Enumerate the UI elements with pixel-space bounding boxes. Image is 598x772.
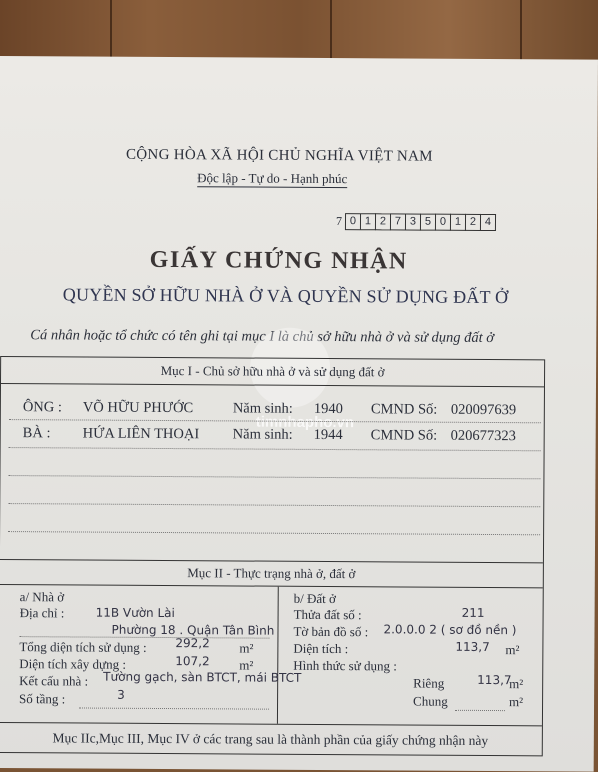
owner-1-id-label: CMND Số: xyxy=(370,401,438,418)
map-value: 2.0.0.0 2 ( sơ đồ nền ) xyxy=(383,622,517,638)
dotted-line xyxy=(19,636,269,639)
column-divider xyxy=(277,587,279,724)
serial-digit: 3 xyxy=(406,213,421,230)
document-subtitle: QUYỀN SỞ HỮU NHÀ Ở VÀ QUYỀN SỬ DỤNG ĐẤT Ở xyxy=(62,284,509,308)
private-label: Riêng xyxy=(413,675,445,691)
dotted-line xyxy=(9,447,541,451)
land-area-value: 113,7 xyxy=(455,639,490,655)
build-area-label: Diện tích xây dựng : xyxy=(19,656,127,672)
certificate-frame xyxy=(0,356,545,756)
dotted-line xyxy=(79,707,269,709)
footer-note: Mục IIc,Mục III, Mục IV ở các trang sau là thành phần của giấy chứng nhận này xyxy=(0,722,542,755)
serial-digit: 0 xyxy=(436,214,451,231)
owner-2-prefix: BÀ : xyxy=(22,425,51,442)
serial-digit: 2 xyxy=(376,213,391,230)
dotted-line xyxy=(8,531,540,535)
dotted-line xyxy=(8,503,540,507)
total-area-label: Tổng diện tích sử dụng : xyxy=(19,639,147,655)
structure-label: Kết cấu nhà : xyxy=(19,673,89,689)
watermark-text: timnhapho.vn xyxy=(255,413,355,432)
build-area-value: 107,2 xyxy=(175,654,210,669)
total-area-unit: m² xyxy=(239,640,254,656)
intro-text: Cá nhân hoặc tổ chức có tên ghi tại mục I là chủ sở hữu nhà ở và sử dụng đất ở xyxy=(30,327,495,347)
document-title: GIẤY CHỨNG NHẬN xyxy=(149,246,408,275)
owner-1-birth-label: Năm sinh: xyxy=(232,400,293,417)
structure-value: Tường gạch, sàn BTCT, mái BTCT xyxy=(103,669,302,685)
serial-digit: 1 xyxy=(451,214,466,231)
serial-digit: 0 xyxy=(345,213,361,230)
motto: Độc lập - Tự do - Hạnh phúc xyxy=(197,170,348,187)
private-unit: m² xyxy=(509,676,524,692)
build-area-unit: m² xyxy=(239,657,254,673)
address-label: Địa chỉ : xyxy=(19,605,65,621)
owner-2-id-label: CMND Số: xyxy=(370,427,438,444)
owner-1-name: VÕ HỮU PHƯỚC xyxy=(82,399,194,417)
land-heading: b/ Đất ở xyxy=(293,590,337,607)
owner-2-id: 020677323 xyxy=(450,427,516,445)
serial-digit: 5 xyxy=(421,214,436,231)
section1-heading: Mục I - Chủ sở hữu nhà ở và sử dụng đất ở xyxy=(1,357,544,387)
serial-digit: 1 xyxy=(361,213,376,230)
floors-label: Số tầng : xyxy=(19,691,66,707)
address-line1: 11B Vườn Lài xyxy=(95,605,175,621)
section2-heading: Mục II - Thực trạng nhà ở, đất ở xyxy=(0,559,543,588)
address-line2: Phường 18 . Quận Tân Bình xyxy=(111,622,275,638)
parcel-value: 211 xyxy=(461,605,485,620)
dotted-line xyxy=(8,475,540,479)
floors-value: 3 xyxy=(117,687,125,702)
owner-2-birth-label: Năm sinh: xyxy=(232,426,293,443)
owner-1-birth: 1940 xyxy=(313,400,343,418)
dotted-line xyxy=(455,710,505,711)
owner-2-birth: 1944 xyxy=(313,426,343,444)
land-area-unit: m² xyxy=(505,642,520,658)
shared-label: Chung xyxy=(413,693,448,709)
serial-number xyxy=(336,213,496,231)
dotted-line xyxy=(9,419,541,423)
land-area-label: Diện tích : xyxy=(293,640,349,657)
shared-unit: m² xyxy=(509,694,524,710)
serial-digit: 7 xyxy=(391,213,406,230)
map-label: Tờ bản đồ số : xyxy=(293,623,369,640)
owner-2-name: HỨA LIÊN THOẠI xyxy=(82,425,200,443)
country-heading: CỘNG HÒA XÃ HỘI CHỦ NGHĨA VIỆT NAM xyxy=(125,146,433,165)
parcel-label: Thửa đất số : xyxy=(293,606,362,623)
owner-1-id: 020097639 xyxy=(450,401,517,419)
serial-digit: 4 xyxy=(481,214,496,231)
private-value: 113,7 xyxy=(477,672,512,688)
usage-label: Hình thức sử dụng : xyxy=(293,657,397,674)
serial-prefix: 7 xyxy=(335,214,343,229)
owner-1-prefix: ÔNG : xyxy=(22,399,62,416)
total-area-value: 292,2 xyxy=(175,636,210,651)
house-heading: a/ Nhà ở xyxy=(19,589,65,605)
serial-digit: 2 xyxy=(466,214,481,231)
certificate-page xyxy=(0,56,598,772)
